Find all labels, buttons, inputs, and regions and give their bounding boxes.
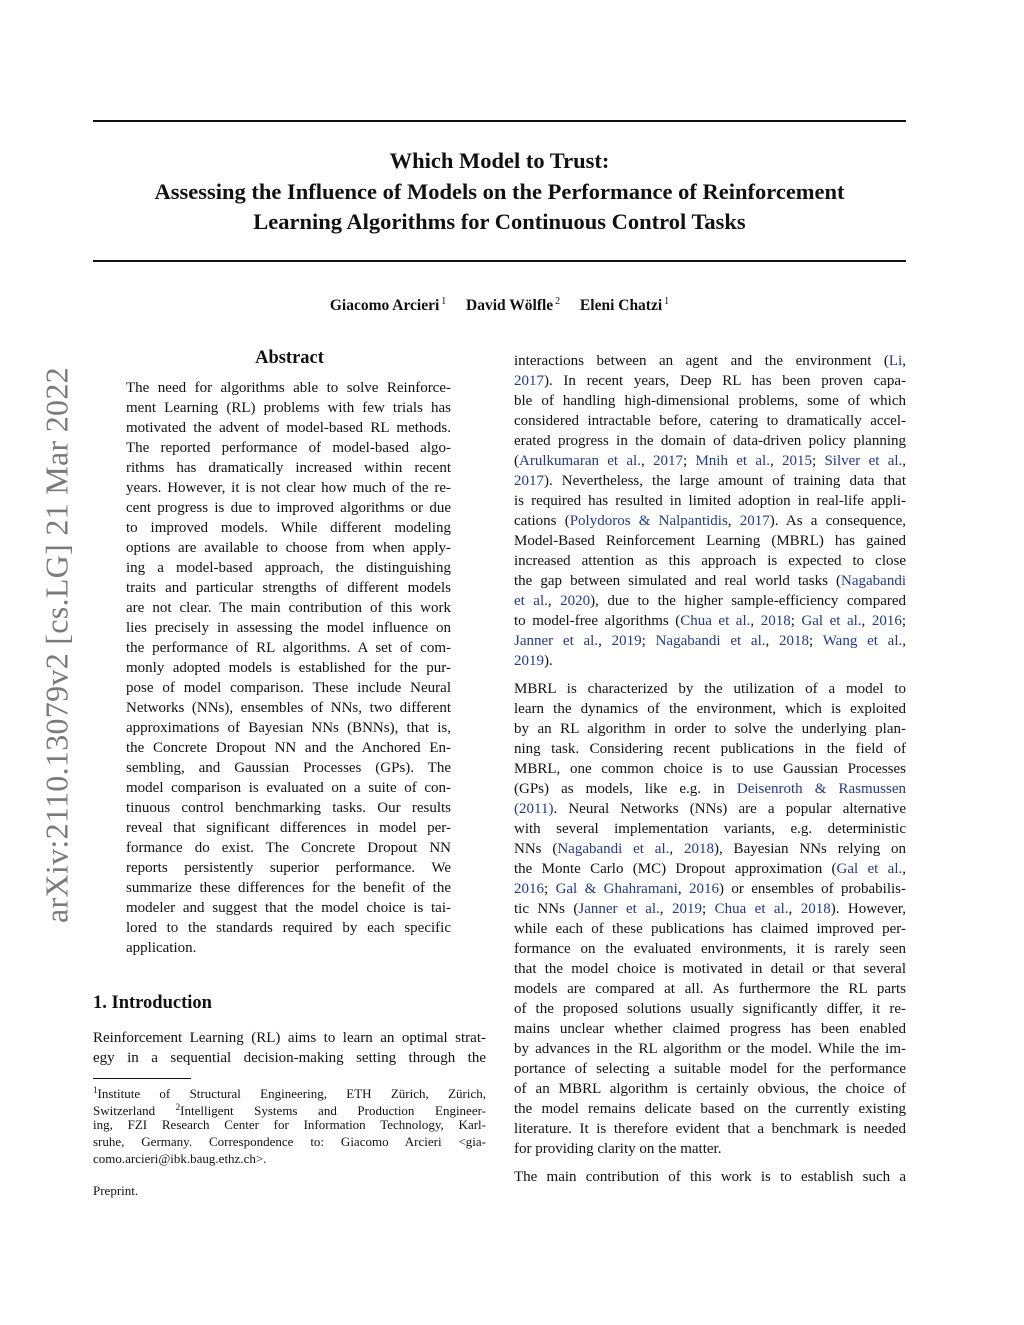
footnote-rule [93, 1078, 191, 1079]
text-line [514, 959, 906, 979]
text-line [514, 491, 906, 511]
text-span: ning task. Considering recent publications in the field of [514, 741, 906, 757]
citation-link[interactable]: 2016 [871, 613, 902, 629]
citation-link[interactable]: Chua et al. [680, 613, 751, 629]
text-span: while each of these publications has claimed improved per- [514, 921, 906, 937]
citation-link[interactable]: Janner et al. [578, 901, 660, 917]
text-span: options are available to choose from when apply- [126, 540, 451, 556]
citation-link[interactable]: 2017 [514, 473, 544, 489]
text-line [126, 518, 451, 538]
text-span: lored to the standards required by each specific [126, 920, 451, 936]
text-line [514, 939, 906, 959]
citation-link[interactable]: Chua et al. [714, 901, 789, 917]
text-span: interactions between an agent and the environment ( [514, 353, 889, 369]
text-span: The need for algorithms able to solve Reinforce- [126, 380, 451, 396]
text-span: , [598, 633, 612, 649]
footnote [93, 1082, 486, 1167]
text-span: , [640, 453, 653, 469]
text-span: with several implementation variants, e.g. deterministic [514, 821, 906, 837]
text-span: modeler and suggest that the model choice is tai- [126, 900, 451, 916]
text-line [126, 578, 451, 598]
text-line [514, 999, 906, 1019]
text-span: , [902, 353, 906, 369]
footnote-marker: 1 [93, 1085, 98, 1095]
text-span: monly adopted models is established for the pur- [126, 660, 451, 676]
text-line [93, 1133, 486, 1150]
text-line [514, 611, 906, 631]
citation-link[interactable]: Polydoros & Nalpantidis [569, 513, 728, 529]
text-span: ; [901, 613, 907, 629]
text-span: Intelligent Systems and Production Engineer- [180, 1103, 486, 1118]
text-span: , [547, 593, 561, 609]
text-span: literature. It is therefore evident that a benchmark is needed [514, 1121, 906, 1137]
text-span: reveal that significant differences in model per- [126, 820, 451, 836]
citation-link[interactable]: Gal et al. [836, 861, 903, 877]
text-span: Switzerland [93, 1103, 176, 1118]
text-span: formance do exist. The Concrete Dropout NN [126, 840, 451, 856]
text-span: the model remains delicate based on the currently existing [514, 1101, 906, 1117]
text-line [514, 1167, 906, 1187]
text-span: by an RL algorithm in order to solve the underlying plan- [514, 721, 906, 737]
text-line [93, 1082, 486, 1099]
text-span: pose of model comparison. These include Neural [126, 680, 451, 696]
text-span: sembling, and Gaussian Processes (GPs). The [126, 760, 451, 776]
text-span: ; [790, 613, 802, 629]
text-span: , [769, 453, 782, 469]
text-line [126, 498, 451, 518]
text-span: to improved models. While different modeling [126, 520, 451, 536]
text-span: ; [641, 633, 656, 649]
text-span: ). Nevertheless, the large amount of training data that [544, 473, 906, 489]
introduction-body [93, 1028, 486, 1068]
text-line [514, 799, 906, 819]
author-name: David Wölfle [466, 297, 554, 314]
author-affiliation: 2 [555, 296, 561, 307]
text-span: MBRL, one common choice is to use Gaussian Processes [514, 761, 906, 777]
text-line [514, 919, 906, 939]
text-span: increased attention as this approach is expected to close [514, 553, 906, 569]
text-line [514, 371, 906, 391]
text-line [514, 591, 906, 611]
text-line [93, 1150, 486, 1167]
text-line [514, 879, 906, 899]
footnote-marker: 2 [175, 1102, 181, 1112]
text-span: ) or ensembles of probabilis- [718, 881, 906, 897]
citation-link[interactable]: et al. [514, 593, 548, 609]
text-span: ). As a consequence, [769, 513, 907, 529]
text-span: The main contribution of this work is to establish such a [514, 1169, 906, 1185]
text-span: ( [514, 453, 519, 469]
text-line [514, 719, 906, 739]
text-line [514, 1079, 906, 1099]
text-span: learn the dynamics of the environment, which is exploited [514, 701, 906, 717]
paragraph-gap [514, 1159, 906, 1167]
author-name: Giacomo Arcieri [329, 297, 440, 314]
text-line [514, 411, 906, 431]
title-line: Assessing the Influence of Models on the Performance of Reinforcement [154, 178, 845, 204]
text-span: , [788, 901, 801, 917]
text-line [514, 839, 906, 859]
text-span: approximations of Bayesian NNs (BNNs), that is, [126, 720, 451, 736]
text-line [93, 1099, 486, 1116]
text-span: ing, FZI Research Center for Information Technology, Karl- [93, 1117, 486, 1132]
text-span: cent progress is due to improved algorithms or due [126, 500, 451, 516]
text-span: , [659, 901, 672, 917]
text-line [126, 938, 451, 958]
text-span: lies precisely in assessing the model influence on [126, 620, 451, 636]
text-span: ; [812, 453, 825, 469]
author-name: Eleni Chatzi [579, 297, 663, 314]
text-line [126, 698, 451, 718]
text-line [514, 571, 906, 591]
text-line [126, 558, 451, 578]
text-line [514, 531, 906, 551]
right-column-body [514, 351, 906, 1187]
text-line [514, 651, 906, 671]
text-span: Model-Based Reinforcement Learning (MBRL) has gained [514, 533, 906, 549]
text-line [126, 838, 451, 858]
citation-link[interactable]: Nagabandi et al. [655, 633, 766, 649]
text-span: rithms has dramatically increased within recent [126, 460, 451, 476]
text-span: application. [126, 940, 197, 956]
text-line [514, 979, 906, 999]
text-span: cations ( [514, 513, 570, 529]
text-line [514, 739, 906, 759]
text-span: considered intractable before, catering to dramatically accel- [514, 413, 906, 429]
text-span: of the proposed solutions usually significantly differ, it re- [514, 1001, 906, 1017]
text-span: ). However, [830, 901, 907, 917]
arxiv-stamp: arXiv:2110.13079v2 [cs.LG] 21 Mar 2022 [38, 367, 75, 923]
text-span: models are compared at all. As furthermore the RL parts [514, 981, 906, 997]
text-line [126, 778, 451, 798]
text-line [126, 538, 451, 558]
title-top-rule [93, 120, 906, 122]
text-line [514, 779, 906, 799]
text-span: traits and particular strengths of different models [126, 580, 451, 596]
text-line [126, 418, 451, 438]
text-span: model comparison is evaluated on a suite of con- [126, 780, 451, 796]
text-span: ). In recent years, Deep RL has been proven capa- [544, 373, 906, 389]
citation-link[interactable]: 2018 [760, 613, 791, 629]
text-span: . Neural Networks (NNs) are a popular alternative [553, 801, 906, 817]
text-span: ble of handling high-dimensional problems, some of which [514, 393, 906, 409]
section-heading-introduction: 1. Introduction [93, 993, 212, 1013]
citation-link[interactable]: Janner et al. [514, 633, 599, 649]
citation-link[interactable]: Li [888, 353, 903, 369]
text-span: como.arcieri@ibk.baug.ethz.ch>. [93, 1151, 267, 1166]
text-span: reports persistently superior performance. We [126, 860, 451, 876]
text-line [514, 1099, 906, 1119]
citation-link[interactable]: 2017 [514, 373, 544, 389]
text-line [514, 451, 906, 471]
text-line [126, 738, 451, 758]
citation-link[interactable]: Silver et al. [824, 453, 903, 469]
text-line [514, 899, 906, 919]
text-span: sruhe, Germany. Correspondence to: Giacomo Arcieri <gia- [93, 1134, 486, 1149]
text-span: erated progress in the domain of data-driven policy planning [514, 433, 906, 449]
text-span: , [727, 513, 740, 529]
text-span: mains unclear whether claimed progress has been enabled [514, 1021, 906, 1037]
text-span: that the model choice is motivated in detail or that several [514, 961, 906, 977]
citation-link[interactable]: 2017 [739, 513, 770, 529]
text-line [514, 759, 906, 779]
text-span: by advances in the RL algorithm or the model. While the im- [514, 1041, 906, 1057]
text-line [126, 378, 451, 398]
text-span: the Concrete Dropout NN and the Anchored En- [126, 740, 451, 756]
text-span: the Monte Carlo (MC) Dropout approximation ( [514, 861, 837, 877]
citation-link[interactable]: 2017 [653, 453, 683, 469]
text-line [514, 431, 906, 451]
text-line [514, 859, 906, 879]
citation-link[interactable]: 2016 [514, 881, 544, 897]
text-span: is required has resulted in limited adoption in real-life appli- [514, 493, 906, 509]
text-span: ; [544, 881, 556, 897]
text-span: tinuous control benchmarking tasks. Our results [126, 800, 451, 816]
paragraph-gap [514, 671, 906, 679]
text-span: , [902, 861, 906, 877]
text-span: ing a model-based approach, the distinguishing [126, 560, 451, 576]
text-span: years. However, it is not clear how much of the re- [126, 480, 451, 496]
citation-link[interactable]: Deisenroth & Rasmussen [736, 781, 906, 797]
text-line [126, 438, 451, 458]
text-line [514, 1119, 906, 1139]
text-span: , [902, 453, 907, 469]
text-line [126, 598, 451, 618]
text-line [126, 718, 451, 738]
citation-link[interactable]: 2018 [683, 841, 714, 857]
text-span: ; [683, 453, 696, 469]
author-list [93, 296, 906, 315]
text-line [514, 1059, 906, 1079]
citation-link[interactable]: Nagabandi et al. [557, 841, 670, 857]
text-line [93, 1028, 486, 1048]
text-line [126, 898, 451, 918]
text-line [126, 818, 451, 838]
text-line [126, 398, 451, 418]
citation-link[interactable]: Wang et al. [822, 633, 903, 649]
citation-link[interactable]: Mnih et al. [695, 453, 770, 469]
abstract-body [126, 378, 451, 958]
abstract-heading: Abstract [255, 348, 324, 368]
text-line [126, 478, 451, 498]
text-span: Networks (NNs), ensembles of NNs, two different [126, 700, 451, 716]
text-span: to model-free algorithms ( [514, 613, 681, 629]
citation-link[interactable]: 2019 [514, 653, 544, 669]
text-span: tic NNs ( [514, 901, 579, 917]
text-line [514, 391, 906, 411]
citation-link[interactable]: Arulkumaran et al. [519, 453, 641, 469]
text-span: for providing clarity on the matter. [514, 1141, 722, 1157]
text-span: Institute of Structural Engineering, ETH Zürich, Zürich, [97, 1086, 486, 1101]
text-span: , [861, 613, 872, 629]
citation-link[interactable]: Gal et al. [801, 613, 862, 629]
text-line [514, 551, 906, 571]
title-bottom-rule [93, 260, 906, 262]
text-line [514, 1039, 906, 1059]
preprint-label: Preprint. [93, 1183, 139, 1198]
citation-link[interactable]: 2019 [671, 901, 702, 917]
text-line [514, 699, 906, 719]
text-line [93, 1048, 486, 1068]
text-line [514, 471, 906, 491]
citation-link[interactable]: 2015 [782, 453, 812, 469]
text-span: MBRL is characterized by the utilization of a model to [514, 681, 906, 697]
text-span: , [902, 633, 907, 649]
text-line [126, 918, 451, 938]
text-span: , [669, 841, 684, 857]
text-line [514, 819, 906, 839]
text-span: (GPs) as models, like e.g. in [514, 781, 737, 797]
text-span: are not clear. The main contribution of this work [126, 600, 451, 616]
citation-link[interactable]: Nagabandi [841, 573, 906, 589]
text-span: ; [809, 633, 823, 649]
citation-link[interactable]: 2020 [560, 593, 591, 609]
paper-title [93, 146, 906, 238]
citation-link[interactable]: 2018 [779, 633, 810, 649]
text-span: ), Bayesian NNs relying on [713, 841, 907, 857]
text-span: ). [544, 653, 553, 669]
text-line [514, 1139, 906, 1159]
text-line [514, 351, 906, 371]
text-line [514, 1019, 906, 1039]
text-span: NNs ( [514, 841, 558, 857]
text-span: portance of selecting a suitable model for the performance [514, 1061, 906, 1077]
text-line [126, 678, 451, 698]
text-line [126, 658, 451, 678]
citation-link[interactable]: 2019 [611, 633, 642, 649]
citation-link[interactable]: 2018 [800, 901, 831, 917]
text-span: , [750, 613, 761, 629]
text-span: the gap between simulated and real world tasks ( [514, 573, 842, 589]
text-span: the performance of RL algorithms. A set of com- [126, 640, 451, 656]
text-span: egy in a sequential decision-making setting through the [93, 1050, 486, 1066]
text-span: , [765, 633, 780, 649]
title-line: Learning Algorithms for Continuous Control Tasks [253, 209, 746, 234]
text-span: summarize these differences for the benefit of the [126, 880, 451, 896]
text-line [126, 458, 451, 478]
citation-link[interactable]: 2016 [688, 881, 719, 897]
text-span: The reported performance of model-based algo- [126, 440, 451, 456]
text-span: , [677, 881, 689, 897]
text-span: Reinforcement Learning (RL) aims to learn an optimal strat- [93, 1030, 486, 1046]
text-line [93, 1116, 486, 1133]
text-line [514, 679, 906, 699]
citation-link[interactable]: Gal & Ghahramani [555, 881, 678, 897]
text-span: ment Learning (RL) problems with few trials has [126, 400, 451, 416]
text-line [126, 878, 451, 898]
text-line [126, 758, 451, 778]
author-affiliation: 1 [441, 296, 447, 307]
text-line [126, 638, 451, 658]
text-span: formance on the evaluated environments, it is rarely seen [514, 941, 906, 957]
author-affiliation: 1 [664, 296, 670, 307]
title-line: Which Model to Trust: [389, 148, 610, 173]
text-span: ), due to the higher sample-efficiency compared [590, 593, 907, 609]
text-line [514, 511, 906, 531]
text-span: motivated the advent of model-based RL methods. [126, 420, 451, 436]
text-line [514, 631, 906, 651]
text-line [126, 798, 451, 818]
text-span: of an MBRL algorithm is certainly obvious, the choice of [514, 1081, 906, 1097]
text-line [126, 858, 451, 878]
text-line [126, 618, 451, 638]
citation-link[interactable]: (2011) [514, 801, 554, 817]
text-span: ; [701, 901, 715, 917]
